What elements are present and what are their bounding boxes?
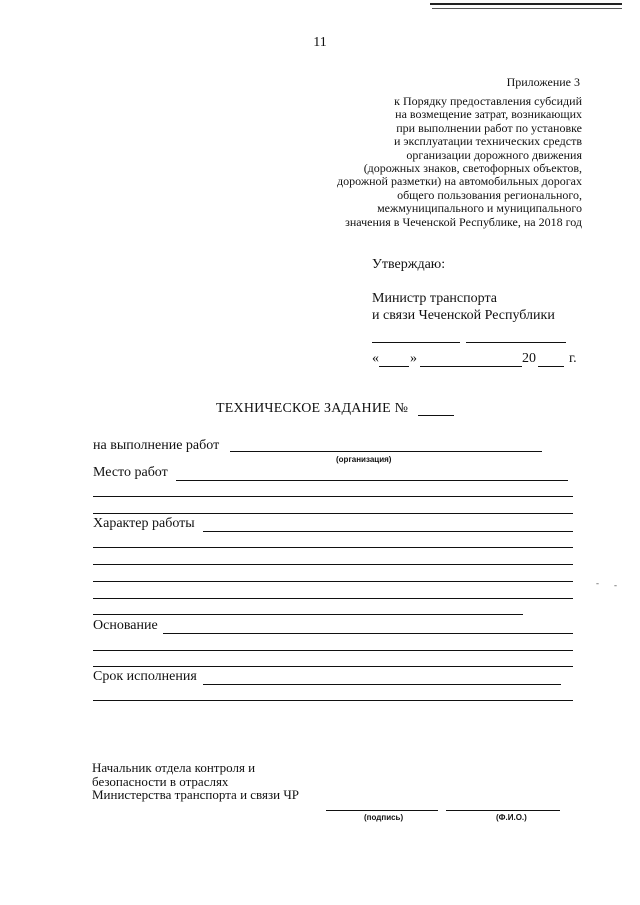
nature-line[interactable] bbox=[203, 531, 573, 532]
appendix-line: (дорожных знаков, светофорных объектов, bbox=[363, 161, 582, 176]
appendix-line: организации дорожного движения bbox=[406, 147, 582, 162]
date-year-prefix: 20 bbox=[522, 351, 536, 366]
nature-line-2[interactable] bbox=[93, 547, 573, 548]
appendix-line: общего пользования регионального, bbox=[397, 187, 582, 202]
appendix-line: к Порядку предоставления субсидий bbox=[394, 94, 582, 108]
appendix-title: Приложение 3 bbox=[506, 75, 580, 89]
signatory-line: Министерства транспорта и связи ЧР bbox=[92, 787, 300, 802]
basis-line[interactable] bbox=[163, 633, 573, 634]
deadline-line-2[interactable] bbox=[93, 700, 573, 701]
signature-line[interactable] bbox=[326, 810, 438, 811]
name-line[interactable] bbox=[446, 810, 560, 811]
place-line[interactable] bbox=[176, 480, 568, 481]
minister-name-line[interactable] bbox=[466, 342, 566, 343]
signatory-line: Начальник отдела контроля и bbox=[92, 760, 256, 775]
appendix-line: на возмещение затрат, возникающих bbox=[395, 107, 582, 122]
scan-mark: - bbox=[596, 578, 599, 588]
appendix-line: значения в Чеченской Республике, на 2018 год bbox=[345, 214, 582, 229]
place-label: Место работ bbox=[93, 465, 168, 480]
top-rule bbox=[430, 3, 622, 5]
task-number-line[interactable] bbox=[418, 415, 454, 416]
date-day-line[interactable] bbox=[379, 366, 409, 367]
top-rule-thin bbox=[432, 8, 622, 9]
appendix-line: дорожной разметки) на автомобильных дорогах bbox=[337, 174, 582, 189]
signatory-line: безопасности в отраслях bbox=[92, 773, 229, 789]
name-caption: (Ф.И.О.) bbox=[496, 813, 527, 822]
scan-mark: - bbox=[614, 580, 617, 590]
organization-line[interactable] bbox=[230, 451, 542, 452]
signature-caption: (подпись) bbox=[364, 813, 404, 822]
basis-line-3[interactable] bbox=[93, 666, 573, 667]
date-month-line[interactable] bbox=[420, 366, 522, 367]
organization-caption: (организация) bbox=[336, 455, 392, 464]
nature-line-3[interactable] bbox=[93, 564, 573, 565]
work-label: на выполнение работ bbox=[93, 438, 220, 453]
place-line-3[interactable] bbox=[93, 513, 573, 514]
task-title: ТЕХНИЧЕСКОЕ ЗАДАНИЕ № bbox=[216, 401, 409, 416]
appendix-line: при выполнении работ по установке bbox=[396, 120, 582, 135]
basis-label: Основание bbox=[93, 618, 158, 633]
deadline-label: Срок исполнения bbox=[93, 669, 197, 684]
date-quote-close: » bbox=[410, 351, 417, 366]
appendix-description bbox=[282, 95, 582, 229]
nature-line-6[interactable] bbox=[93, 614, 523, 615]
approve-label: Утверждаю: bbox=[372, 257, 446, 272]
appendix-line: и эксплуатации технических средств bbox=[393, 134, 582, 149]
date-quote-open: « bbox=[372, 351, 379, 366]
signatory-block bbox=[92, 761, 299, 802]
minister-signature-line[interactable] bbox=[372, 342, 460, 343]
appendix-line: межмуниципального и муниципального bbox=[377, 201, 582, 216]
minister-title bbox=[372, 290, 555, 324]
date-suffix: г. bbox=[569, 351, 577, 366]
approval-date bbox=[372, 351, 582, 371]
page-number: 11 bbox=[313, 35, 327, 50]
basis-line-2[interactable] bbox=[93, 650, 573, 651]
minister-line: и связи Чеченской Республики bbox=[372, 308, 555, 323]
date-year-line[interactable] bbox=[538, 366, 564, 367]
minister-line: Министр транспорта bbox=[372, 291, 497, 306]
nature-line-4[interactable] bbox=[93, 581, 573, 582]
place-line-2[interactable] bbox=[93, 496, 573, 497]
nature-line-5[interactable] bbox=[93, 598, 573, 599]
deadline-line[interactable] bbox=[203, 684, 561, 685]
nature-label: Характер работы bbox=[93, 516, 195, 531]
